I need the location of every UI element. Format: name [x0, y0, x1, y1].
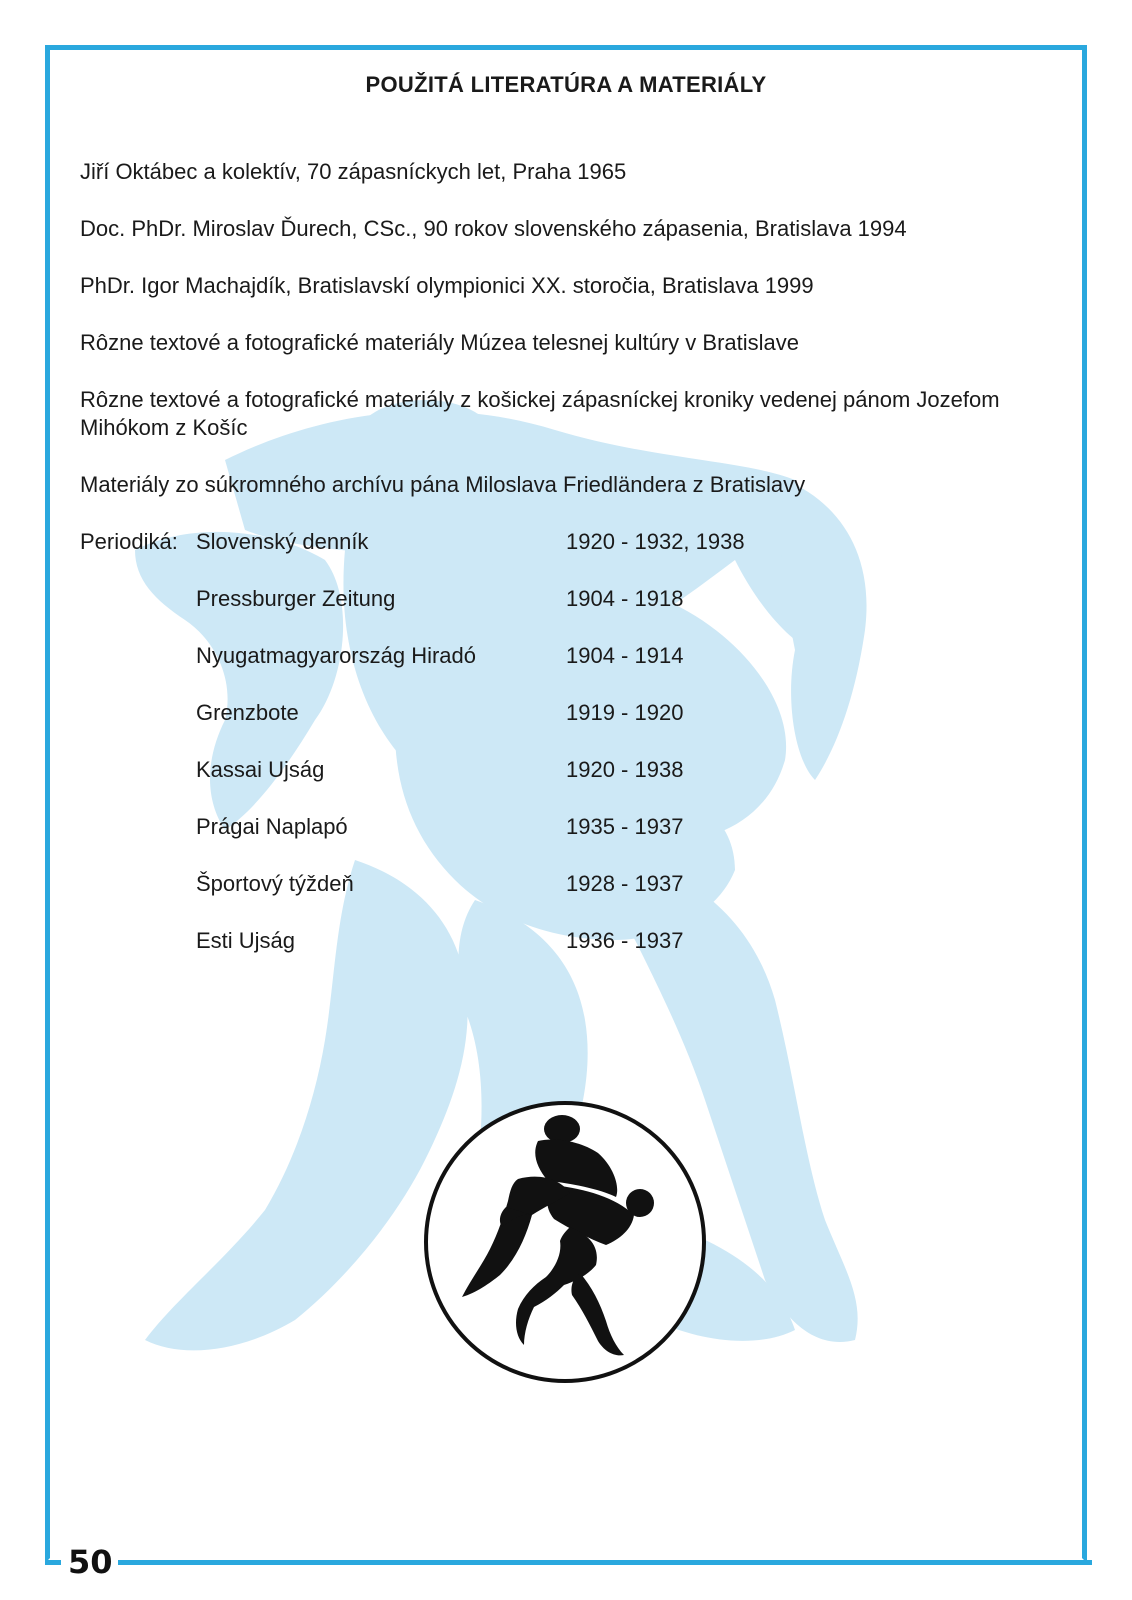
reference-item: Rôzne textové a fotografické materiály Múzea telesnej kultúry v Bratislave [80, 330, 799, 355]
page-number: 50 [68, 1543, 113, 1581]
periodical-years: 1920 - 1932, 1938 [566, 529, 745, 554]
periodical-years: 1935 - 1937 [566, 814, 684, 839]
periodical-name: Esti Ujság [196, 928, 296, 953]
reference-item: Jiří Oktábec a kolektív, 70 zápasníckych let, Praha 1965 [80, 159, 627, 184]
frame-bottom-right [118, 1560, 1092, 1565]
periodical-name: Kassai Ujság [196, 757, 325, 782]
periodical-name: Slovenský denník [196, 529, 369, 554]
periodical-name: Grenzbote [196, 700, 299, 725]
periodical-years: 1904 - 1914 [566, 643, 684, 668]
periodical-name: Pressburger Zeitung [196, 586, 396, 611]
reference-item: Rôzne textové a fotografické materiály z košickej zápasníckej kroniky vedenej pánom Jozefom Mihókom z Košíc [80, 387, 1000, 440]
wrestling-pictogram-icon [420, 1097, 710, 1387]
periodical-years: 1919 - 1920 [566, 700, 684, 725]
periodical-years: 1904 - 1918 [566, 586, 684, 611]
reference-item: Materiály zo súkromného archívu pána Miloslava Friedländera z Bratislavy [80, 472, 806, 497]
reference-item: Doc. PhDr. Miroslav Ďurech, CSc., 90 rokov slovenského zápasenia, Bratislava 1994 [80, 216, 907, 241]
periodical-years: 1920 - 1938 [566, 757, 684, 782]
periodical-years: 1928 - 1937 [566, 871, 684, 896]
frame-bottom-left [45, 1560, 61, 1565]
periodical-name: Športový týždeň [196, 871, 354, 896]
page-title: POUŽITÁ LITERATÚRA A MATERIÁLY [365, 72, 767, 97]
periodika-label: Periodiká: [80, 529, 178, 554]
periodical-name: Nyugatmagyarország Hiradó [196, 643, 477, 668]
reference-item: PhDr. Igor Machajdík, Bratislavskí olympionici XX. storočia, Bratislava 1999 [80, 273, 814, 298]
periodical-name: Prágai Naplapó [196, 814, 348, 839]
periodical-years: 1936 - 1937 [566, 928, 684, 953]
